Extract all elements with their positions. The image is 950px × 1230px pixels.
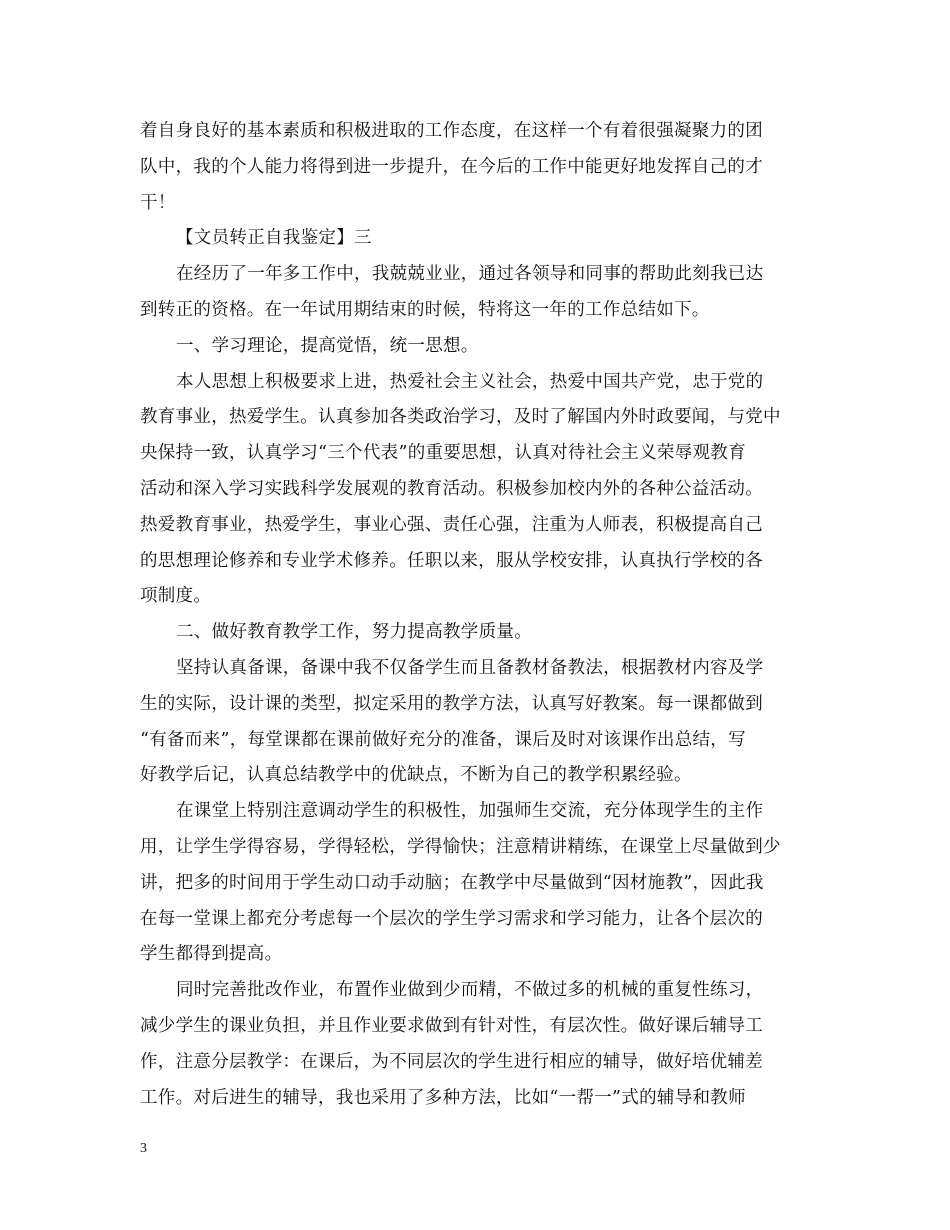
subheading: 一、学习理论，提高觉悟，统一思想。 bbox=[176, 335, 479, 356]
text-line: 讲，把多的时间用于学生动口动手动脑；在教学中尽量做到“因材施教”，因此我 bbox=[140, 872, 764, 893]
text-line: 到转正的资格。在一年试用期结束的时候，特将这一年的工作总结如下。 bbox=[140, 299, 710, 320]
text-line: 在课堂上特别注意调动学生的积极性，加强师生交流，充分体现学生的主作 bbox=[176, 801, 764, 822]
text-line: 的思想理论修养和专业学术修养。任职以来，服从学校安排，认真执行学校的各 bbox=[140, 550, 763, 571]
text-line: 热爱教育事业，热爱学生，事业心强、责任心强，注重为人师表，积极提高自己 bbox=[140, 514, 763, 535]
text-line: 坚持认真备课，备课中我不仅备学生而且备教材备教法，根据教材内容及学 bbox=[176, 657, 764, 678]
text-line: 学生都得到提高。 bbox=[140, 944, 283, 965]
text-line: 本人思想上积极要求上进，热爱社会主义社会，热爱中国共产党，忠于党的 bbox=[176, 371, 764, 392]
text-line: 项制度。 bbox=[140, 586, 212, 607]
text-line: 活动和深入学习实践科学发展观的教育活动。积极参加校内外的各种公益活动。 bbox=[140, 478, 763, 499]
text-line: 在每一堂课上都充分考虑每一个层次的学生学习需求和学习能力，让各个层次的 bbox=[140, 908, 763, 929]
text-line: 着自身良好的基本素质和积极进取的工作态度，在这样一个有着很强凝聚力的团 bbox=[140, 121, 763, 141]
text-line: 央保持一致，认真学习“三个代表”的重要思想，认真对待社会主义荣辱观教育 bbox=[140, 443, 746, 464]
text-line: 队中，我的个人能力将得到进一步提升，在今后的工作中能更好地发挥自己的才 bbox=[140, 156, 763, 177]
text-line: 同时完善批改作业，布置作业做到少而精，不做过多的机械的重复性练习， bbox=[176, 980, 764, 1001]
subheading: 二、做好教育教学工作，努力提高教学质量。 bbox=[176, 622, 532, 643]
text-line: 用，让学生学得容易，学得轻松，学得愉快；注意精讲精练，在课堂上尽量做到少 bbox=[140, 836, 781, 857]
text-line: 好教学后记，认真总结教学中的优缺点，不断为自己的教学积累经验。 bbox=[140, 765, 692, 786]
text-line: 减少学生的课业负担，并且作业要求做到有针对性，有层次性。做好课后辅导工 bbox=[140, 1015, 763, 1036]
document-body bbox=[140, 114, 810, 1116]
text-line: “有备而来”，每堂课都在课前做好充分的准备，课后及时对该课作出总结，写 bbox=[140, 729, 746, 750]
text-line: 作，注意分层教学：在课后，为不同层次的学生进行相应的辅导，做好培优辅差 bbox=[140, 1051, 763, 1072]
text-line: 工作。对后进生的辅导，我也采用了多种方法，比如“一帮一”式的辅导和教师 bbox=[140, 1087, 746, 1108]
text-line: 教育事业，热爱学生。认真参加各类政治学习，及时了解国内外时政要闻，与党中 bbox=[140, 407, 781, 428]
text-line: 在经历了一年多工作中，我兢兢业业，通过各领导和同事的帮助此刻我已达 bbox=[176, 264, 764, 285]
page-number: 3 bbox=[140, 1141, 147, 1156]
text-line: 干！ bbox=[140, 192, 176, 213]
section-heading: 【文员转正自我鉴定】三 bbox=[176, 228, 372, 249]
text-line: 生的实际，设计课的类型，拟定采用的教学方法，认真写好教案。每一课都做到 bbox=[140, 693, 763, 714]
